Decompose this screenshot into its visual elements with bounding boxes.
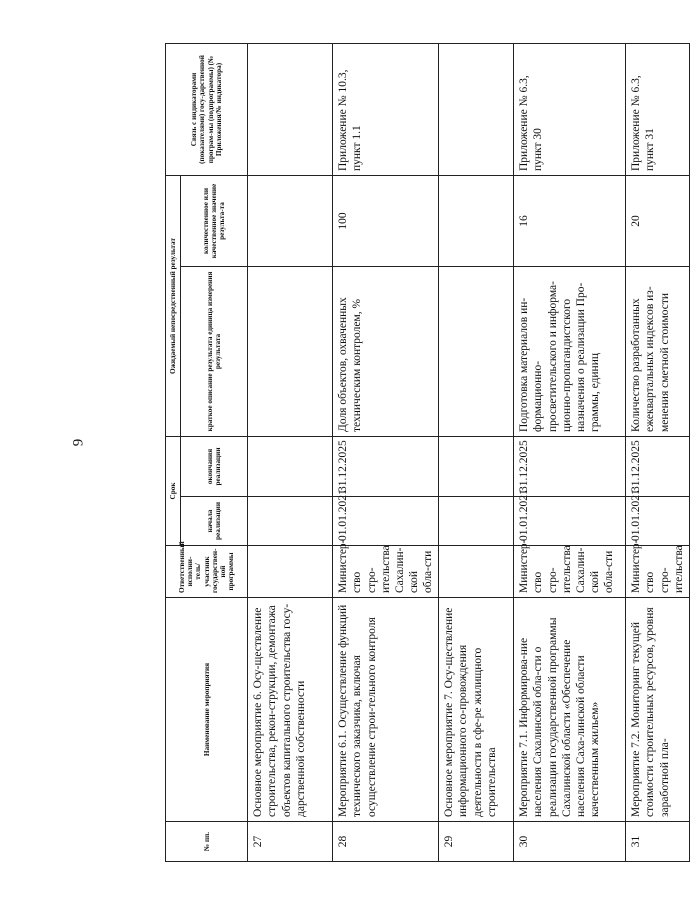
row-start: 01.01.2021 [514, 497, 626, 546]
header-result: Ожидаемый непосредственный результат [166, 176, 181, 437]
row-responsible: Министер-ство стро-ительства [626, 546, 690, 598]
row-desc: Количество разработанных ежеквартальных индексов из-менения сметной стоимости [626, 267, 690, 437]
row-desc: Подготовка материалов ин-формационно-просветительского и информа-ционно-пропагандистского назначения о реализации Про-граммы, единиц [514, 267, 626, 437]
row-num: 30 [514, 822, 626, 862]
row-responsible: Министер-ство стро-ительства Сахалин-ской обла-сти [333, 546, 439, 598]
row-end: 31.12.2025 [626, 437, 690, 497]
row-desc [248, 267, 333, 437]
row-name: Мероприятие 7.1. Информирова-ние населения Сахалинской обла-сти о реализации государственной программы Сахалинской области «Обеспечение населения Саха-линской области качественным жильем» [514, 598, 626, 822]
row-start: 01.01.2021 [333, 497, 439, 546]
header-num: № пп. [166, 822, 248, 862]
row-value: 20 [626, 176, 690, 267]
header-name: Наименование мероприятия [166, 598, 248, 822]
table-row [626, 44, 690, 862]
row-start: 01.01.2021 [626, 497, 690, 546]
header-responsible: Ответственный исполни-тель/участник государствен-ной программы [166, 546, 248, 598]
row-desc: Доля объектов, охваченных техническим контролем, % [333, 267, 439, 437]
row-value [248, 176, 333, 267]
table-row [439, 44, 514, 862]
row-name: Основное мероприятие 6. Осу-ществление строительства, рекон-струкции, демонтажа объектов капитального строительства госу-дарственной собственности [248, 598, 333, 822]
row-value: 100 [333, 176, 439, 267]
row-responsible [439, 546, 514, 598]
row-num: 31 [626, 822, 690, 862]
row-value: 16 [514, 176, 626, 267]
row-end: 31.12.2025 [333, 437, 439, 497]
row-link: Приложение № 6.3, пункт 30 [514, 44, 626, 176]
row-responsible [248, 546, 333, 598]
row-name: Основное мероприятие 7. Осу-ществление информационного со-провождения деятельности в сфе-ре жилищного строительства [439, 598, 514, 822]
row-link [248, 44, 333, 176]
row-start [439, 497, 514, 546]
row-link: Приложение № 6.3, пункт 31 [626, 44, 690, 176]
row-num: 27 [248, 822, 333, 862]
header-end: окончания реализации [181, 437, 248, 497]
row-num: 28 [333, 822, 439, 862]
row-end [439, 437, 514, 497]
row-name: Мероприятие 6.1. Осуществление функций технического заказчика, включая осуществление строи-тельного контроля [333, 598, 439, 822]
row-end [248, 437, 333, 497]
row-start [248, 497, 333, 546]
row-num: 29 [439, 822, 514, 862]
row-end: 31.12.2025 [514, 437, 626, 497]
header-term: Срок [166, 437, 181, 546]
table-row [248, 44, 333, 862]
header-result-value: количественное или качественное значение результа-та [181, 176, 248, 267]
page-number: 9 [70, 438, 87, 447]
header-start: начала реализации [181, 497, 248, 546]
table-row [514, 44, 626, 862]
row-name: Мероприятие 7.2. Мониторинг текущей стоимости строительных ресурсов, уровня заработной пла- [626, 598, 690, 822]
table-row [333, 44, 439, 862]
row-link: Приложение № 10.3, пункт 1.1 [333, 44, 439, 176]
row-desc [439, 267, 514, 437]
row-value [439, 176, 514, 267]
program-activities-table [165, 44, 685, 862]
row-responsible: Министер-ство стро-ительства Сахалин-ской обла-сти [514, 546, 626, 598]
row-link [439, 44, 514, 176]
header-result-desc: краткое описание результата единица измерения результата [181, 267, 248, 437]
header-link: Связь с индикаторами (показателями) госу-дарственной програм-мы (подпрограммы) (№ Приложения/№ индикатора) [166, 44, 248, 176]
